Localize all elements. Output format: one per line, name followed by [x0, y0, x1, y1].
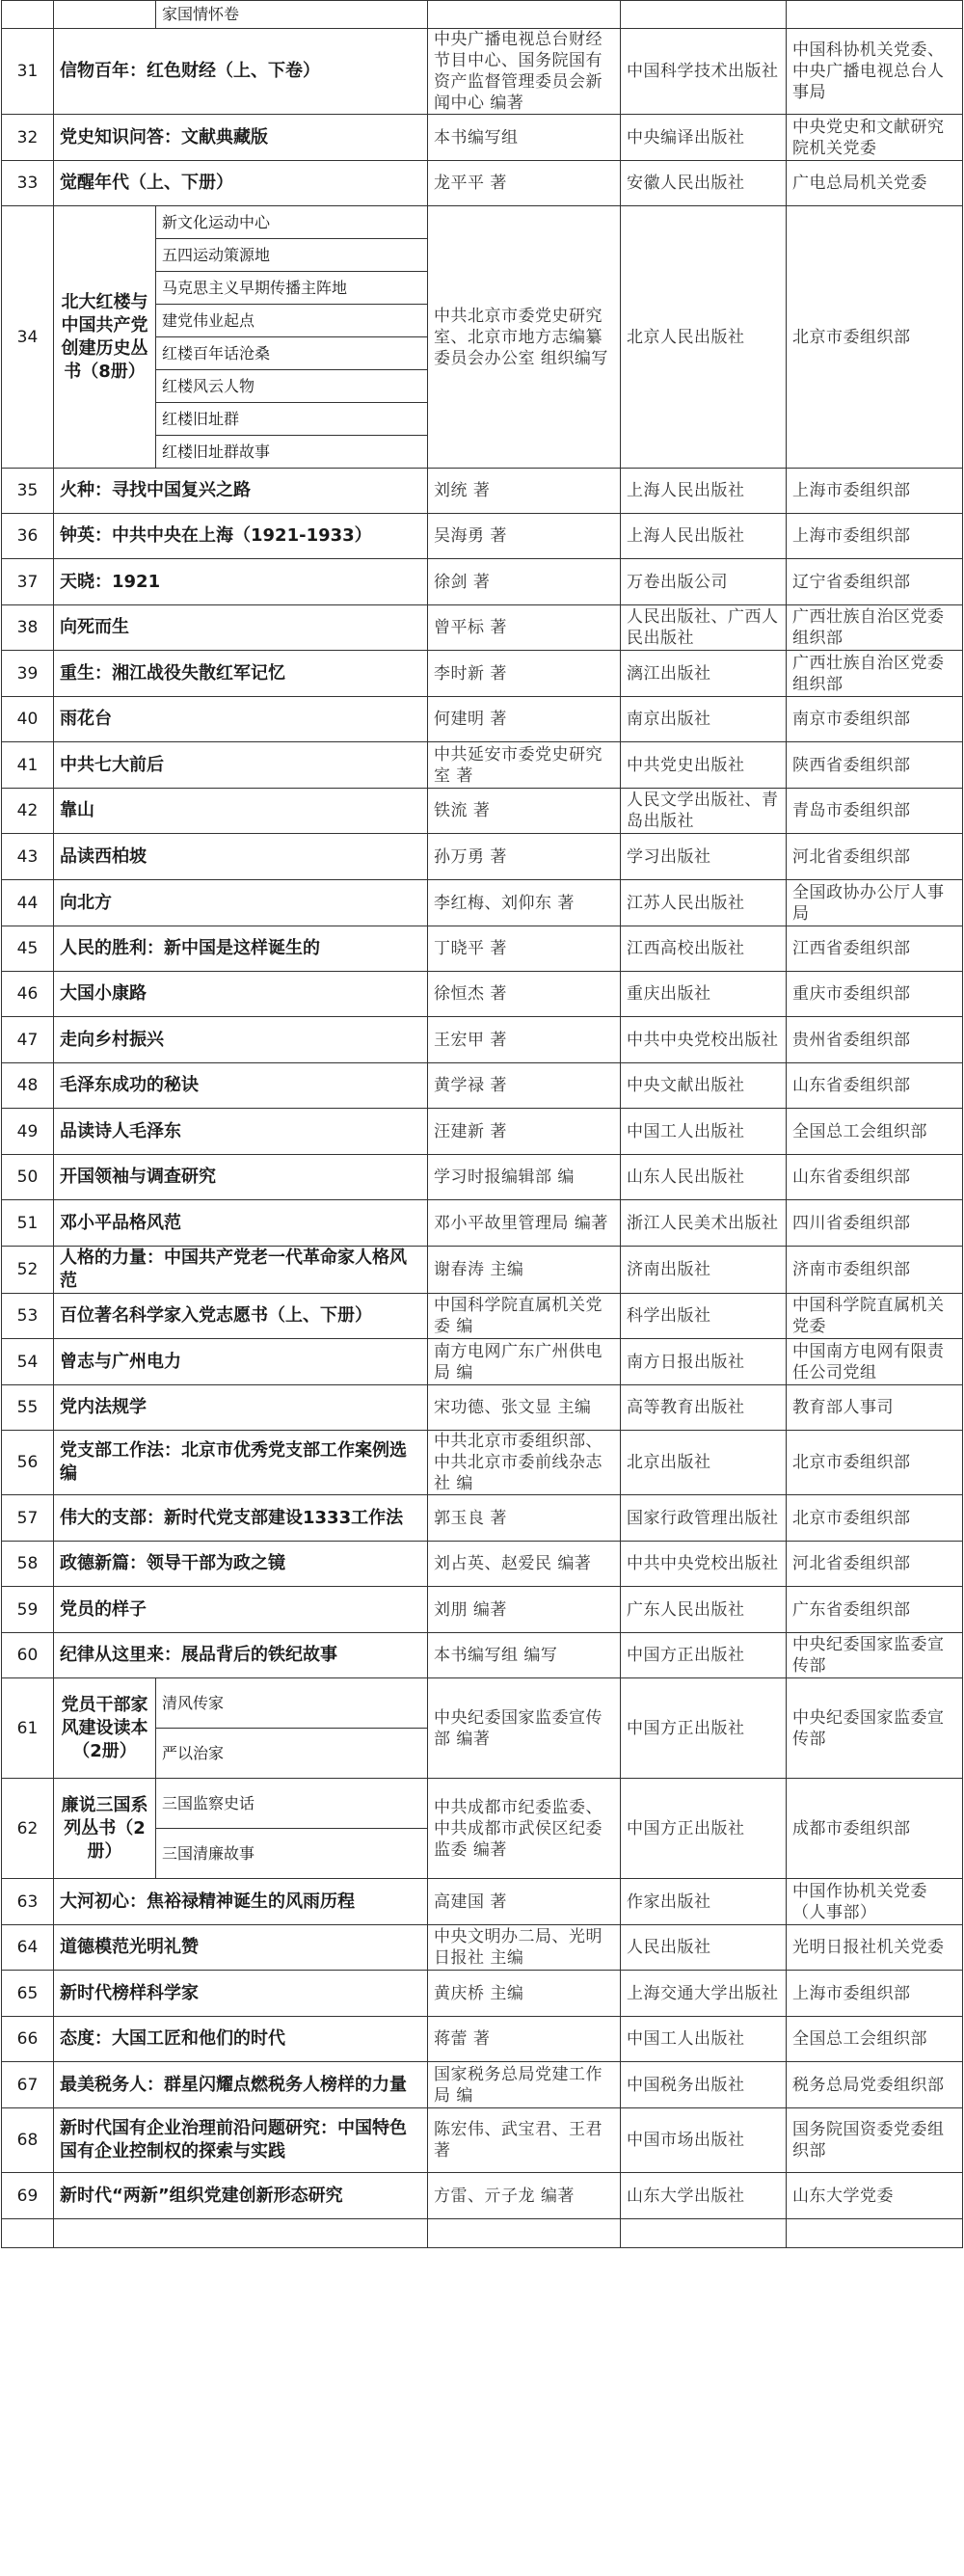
table-row — [2, 559, 963, 605]
publisher-cell: 上海交通大学出版社 — [621, 1971, 787, 2017]
book-title: 走向乡村振兴 — [54, 1017, 428, 1063]
book-title: 党支部工作法：北京市优秀党支部工作案例选编 — [54, 1431, 428, 1495]
table-row — [2, 2062, 963, 2108]
author-cell — [428, 2219, 621, 2248]
table-row — [2, 834, 963, 880]
recommender-cell: 贵州省委组织部 — [787, 1017, 963, 1063]
recommender-cell: 山东大学党委 — [787, 2173, 963, 2219]
row-number: 63 — [2, 1879, 54, 1925]
recommender-cell — [787, 1, 963, 29]
author-cell: 龙平平 著 — [428, 161, 621, 206]
publisher-cell: 高等教育出版社 — [621, 1385, 787, 1431]
table-row — [2, 1925, 963, 1971]
table-row — [2, 1779, 963, 1829]
author-cell: 学习时报编辑部 编 — [428, 1155, 621, 1200]
sub-volume-title: 马克思主义早期传播主阵地 — [156, 272, 428, 305]
book-title: 曾志与广州电力 — [54, 1339, 428, 1385]
author-cell: 徐剑 著 — [428, 559, 621, 605]
recommender-cell: 北京市委组织部 — [787, 206, 963, 469]
publisher-cell: 中国方正出版社 — [621, 1633, 787, 1678]
author-cell: 王宏甲 著 — [428, 1017, 621, 1063]
author-cell: 汪建新 著 — [428, 1109, 621, 1155]
publisher-cell: 济南出版社 — [621, 1247, 787, 1294]
publisher-cell: 上海人民出版社 — [621, 469, 787, 514]
sub-volume-title: 清风传家 — [156, 1678, 428, 1729]
publisher-cell: 中共中央党校出版社 — [621, 1542, 787, 1587]
row-number: 33 — [2, 161, 54, 206]
row-number: 32 — [2, 115, 54, 161]
publisher-cell: 中共中央党校出版社 — [621, 1017, 787, 1063]
author-cell: 徐恒杰 著 — [428, 972, 621, 1017]
recommender-cell: 江西省委组织部 — [787, 926, 963, 972]
table-row — [2, 926, 963, 972]
book-title: 钟英：中共中央在上海（1921-1933） — [54, 514, 428, 559]
row-number: 31 — [2, 29, 54, 115]
row-number: 59 — [2, 1587, 54, 1633]
author-cell: 本书编写组 编写 — [428, 1633, 621, 1678]
book-title: 最美税务人：群星闪耀点燃税务人榜样的力量 — [54, 2062, 428, 2108]
table-row — [2, 2017, 963, 2062]
book-title: 品读西柏坡 — [54, 834, 428, 880]
title-cell — [54, 1, 156, 29]
book-title: 毛泽东成功的秘诀 — [54, 1063, 428, 1109]
book-title: 大国小康路 — [54, 972, 428, 1017]
recommender-cell: 北京市委组织部 — [787, 1431, 963, 1495]
author-cell — [428, 1, 621, 29]
recommender-cell: 上海市委组织部 — [787, 514, 963, 559]
publisher-cell: 重庆出版社 — [621, 972, 787, 1017]
table-row — [2, 1339, 963, 1385]
book-title: 人民的胜利：新中国是这样诞生的 — [54, 926, 428, 972]
recommender-cell: 四川省委组织部 — [787, 1200, 963, 1247]
author-cell: 高建国 著 — [428, 1879, 621, 1925]
book-title: 向北方 — [54, 880, 428, 926]
author-cell: 刘占英、赵爱民 编著 — [428, 1542, 621, 1587]
row-number: 55 — [2, 1385, 54, 1431]
author-cell: 蒋蕾 著 — [428, 2017, 621, 2062]
publisher-cell: 山东大学出版社 — [621, 2173, 787, 2219]
author-cell: 方雷、亓子龙 编著 — [428, 2173, 621, 2219]
table-row — [2, 1385, 963, 1431]
row-number: 51 — [2, 1200, 54, 1247]
table-row — [2, 605, 963, 651]
row-number: 40 — [2, 697, 54, 742]
table-row — [2, 742, 963, 789]
row-number: 56 — [2, 1431, 54, 1495]
book-title: 党员干部家风建设读本（2册） — [54, 1678, 156, 1779]
row-number: 64 — [2, 1925, 54, 1971]
row-number: 60 — [2, 1633, 54, 1678]
recommender-cell: 中国作协机关党委（人事部） — [787, 1879, 963, 1925]
table-row — [2, 2108, 963, 2173]
row-number: 35 — [2, 469, 54, 514]
author-cell: 曾平标 著 — [428, 605, 621, 651]
book-title: 伟大的支部：新时代党支部建设1333工作法 — [54, 1495, 428, 1542]
publisher-cell: 作家出版社 — [621, 1879, 787, 1925]
recommender-cell — [787, 2219, 963, 2248]
publisher-cell — [621, 1, 787, 29]
publisher-cell: 中国工人出版社 — [621, 1109, 787, 1155]
book-title: 新时代榜样科学家 — [54, 1971, 428, 2017]
book-title: 廉说三国系列丛书（2册） — [54, 1779, 156, 1879]
publisher-cell — [621, 2219, 787, 2248]
table-row — [2, 789, 963, 834]
table-row — [2, 29, 963, 115]
row-number: 69 — [2, 2173, 54, 2219]
table-row — [2, 2173, 963, 2219]
recommender-cell: 辽宁省委组织部 — [787, 559, 963, 605]
recommender-cell: 广东省委组织部 — [787, 1587, 963, 1633]
book-title: 重生：湘江战役失散红军记忆 — [54, 651, 428, 697]
publisher-cell: 中国科学技术出版社 — [621, 29, 787, 115]
recommender-cell: 广西壮族自治区党委组织部 — [787, 651, 963, 697]
recommender-cell: 山东省委组织部 — [787, 1155, 963, 1200]
table-row — [2, 1587, 963, 1633]
row-number: 38 — [2, 605, 54, 651]
recommender-cell: 全国政协办公厅人事局 — [787, 880, 963, 926]
sub-volume-title: 红楼旧址群故事 — [156, 436, 428, 469]
book-title: 党内法规学 — [54, 1385, 428, 1431]
book-title: 邓小平品格风范 — [54, 1200, 428, 1247]
book-title: 雨花台 — [54, 697, 428, 742]
recommender-cell: 中国南方电网有限责任公司党组 — [787, 1339, 963, 1385]
publisher-cell: 中国税务出版社 — [621, 2062, 787, 2108]
book-title: 百位著名科学家入党志愿书（上、下册） — [54, 1294, 428, 1339]
row-number: 61 — [2, 1678, 54, 1779]
book-title: 北大红楼与中国共产党创建历史丛书（8册） — [54, 206, 156, 469]
author-cell: 中国科学院直属机关党委 编 — [428, 1294, 621, 1339]
table-row — [2, 1542, 963, 1587]
publisher-cell: 中国方正出版社 — [621, 1678, 787, 1779]
sub-volume-title: 三国清廉故事 — [156, 1829, 428, 1879]
book-title: 天晓：1921 — [54, 559, 428, 605]
row-number: 36 — [2, 514, 54, 559]
publisher-cell: 万卷出版公司 — [621, 559, 787, 605]
recommender-cell: 重庆市委组织部 — [787, 972, 963, 1017]
publisher-cell: 漓江出版社 — [621, 651, 787, 697]
publisher-cell: 江苏人民出版社 — [621, 880, 787, 926]
book-title: 信物百年：红色财经（上、下卷） — [54, 29, 428, 115]
table-row — [2, 1017, 963, 1063]
sub-volume-title: 家国情怀卷 — [156, 1, 428, 29]
author-cell: 南方电网广东广州供电局 编 — [428, 1339, 621, 1385]
row-number: 41 — [2, 742, 54, 789]
row-number: 53 — [2, 1294, 54, 1339]
table-row-cutoff — [2, 2219, 963, 2248]
recommender-cell: 济南市委组织部 — [787, 1247, 963, 1294]
recommender-cell: 中央纪委国家监委宣传部 — [787, 1678, 963, 1779]
recommender-cell: 山东省委组织部 — [787, 1063, 963, 1109]
book-title: 开国领袖与调查研究 — [54, 1155, 428, 1200]
sub-volume-title: 红楼风云人物 — [156, 370, 428, 403]
publisher-cell: 江西高校出版社 — [621, 926, 787, 972]
sub-volume-title: 红楼旧址群 — [156, 403, 428, 436]
recommender-cell: 光明日报社机关党委 — [787, 1925, 963, 1971]
publisher-cell: 人民文学出版社、青岛出版社 — [621, 789, 787, 834]
row-number: 68 — [2, 2108, 54, 2173]
publisher-cell: 安徽人民出版社 — [621, 161, 787, 206]
book-title: 靠山 — [54, 789, 428, 834]
recommender-cell: 税务总局党委组织部 — [787, 2062, 963, 2108]
publisher-cell: 国家行政管理出版社 — [621, 1495, 787, 1542]
author-cell: 中央文明办二局、光明日报社 主编 — [428, 1925, 621, 1971]
row-number: 58 — [2, 1542, 54, 1587]
row-number: 45 — [2, 926, 54, 972]
table-row — [2, 972, 963, 1017]
recommender-cell: 国务院国资委党委组织部 — [787, 2108, 963, 2173]
author-cell: 李红梅、刘仰东 著 — [428, 880, 621, 926]
row-number: 42 — [2, 789, 54, 834]
publisher-cell: 上海人民出版社 — [621, 514, 787, 559]
author-cell: 中共成都市纪委监委、中共成都市武侯区纪委监委 编著 — [428, 1779, 621, 1879]
sub-volume-title: 建党伟业起点 — [156, 305, 428, 337]
table-row — [2, 1247, 963, 1294]
table-row — [2, 1294, 963, 1339]
author-cell: 本书编写组 — [428, 115, 621, 161]
recommender-cell: 南京市委组织部 — [787, 697, 963, 742]
row-number: 49 — [2, 1109, 54, 1155]
sub-volume-title: 严以治家 — [156, 1729, 428, 1779]
publisher-cell: 学习出版社 — [621, 834, 787, 880]
publisher-cell: 中央编译出版社 — [621, 115, 787, 161]
recommender-cell: 教育部人事司 — [787, 1385, 963, 1431]
publisher-cell: 南方日报出版社 — [621, 1339, 787, 1385]
recommender-cell: 中央纪委国家监委宣传部 — [787, 1633, 963, 1678]
table-row — [2, 1678, 963, 1729]
book-title: 觉醒年代（上、下册） — [54, 161, 428, 206]
book-title: 态度：大国工匠和他们的时代 — [54, 2017, 428, 2062]
author-cell: 何建明 著 — [428, 697, 621, 742]
row-number: 37 — [2, 559, 54, 605]
row-number-cell — [2, 2219, 54, 2248]
recommender-cell: 北京市委组织部 — [787, 1495, 963, 1542]
table-row — [2, 115, 963, 161]
author-cell: 中共北京市委组织部、中共北京市委前线杂志社 编 — [428, 1431, 621, 1495]
sub-volume-title: 三国监察史话 — [156, 1779, 428, 1829]
publisher-cell: 中国工人出版社 — [621, 2017, 787, 2062]
author-cell: 黄庆桥 主编 — [428, 1971, 621, 2017]
author-cell: 丁晓平 著 — [428, 926, 621, 972]
author-cell: 国家税务总局党建工作局 编 — [428, 2062, 621, 2108]
author-cell: 中共北京市委党史研究室、北京市地方志编纂委员会办公室 组织编写 — [428, 206, 621, 469]
book-title: 纪律从这里来：展品背后的铁纪故事 — [54, 1633, 428, 1678]
row-number: 34 — [2, 206, 54, 469]
row-number: 65 — [2, 1971, 54, 2017]
publisher-cell: 中国市场出版社 — [621, 2108, 787, 2173]
publisher-cell: 浙江人民美术出版社 — [621, 1200, 787, 1247]
table-row — [2, 161, 963, 206]
row-number: 48 — [2, 1063, 54, 1109]
publisher-cell: 人民出版社、广西人民出版社 — [621, 605, 787, 651]
author-cell: 李时新 著 — [428, 651, 621, 697]
recommender-cell: 成都市委组织部 — [787, 1779, 963, 1879]
author-cell: 孙万勇 著 — [428, 834, 621, 880]
book-title: 党史知识问答：文献典藏版 — [54, 115, 428, 161]
row-number: 47 — [2, 1017, 54, 1063]
table-row — [2, 1200, 963, 1247]
sub-volume-title: 新文化运动中心 — [156, 206, 428, 239]
row-number: 57 — [2, 1495, 54, 1542]
publisher-cell: 科学出版社 — [621, 1294, 787, 1339]
row-number: 62 — [2, 1779, 54, 1879]
author-cell: 铁流 著 — [428, 789, 621, 834]
publisher-cell: 人民出版社 — [621, 1925, 787, 1971]
book-title: 大河初心：焦裕禄精神诞生的风雨历程 — [54, 1879, 428, 1925]
author-cell: 中央纪委国家监委宣传部 编著 — [428, 1678, 621, 1779]
row-number: 39 — [2, 651, 54, 697]
publisher-cell: 中共党史出版社 — [621, 742, 787, 789]
table-row — [2, 1879, 963, 1925]
table-row — [2, 880, 963, 926]
publisher-cell: 南京出版社 — [621, 697, 787, 742]
book-title: 人格的力量：中国共产党老一代革命家人格风范 — [54, 1247, 428, 1294]
recommender-cell: 广电总局机关党委 — [787, 161, 963, 206]
publisher-cell: 山东人民出版社 — [621, 1155, 787, 1200]
book-title: 中共七大前后 — [54, 742, 428, 789]
book-title: 向死而生 — [54, 605, 428, 651]
publisher-cell: 北京人民出版社 — [621, 206, 787, 469]
book-title: 党员的样子 — [54, 1587, 428, 1633]
book-title: 火种：寻找中国复兴之路 — [54, 469, 428, 514]
publisher-cell: 北京出版社 — [621, 1431, 787, 1495]
recommender-cell: 全国总工会组织部 — [787, 2017, 963, 2062]
publisher-cell: 中国方正出版社 — [621, 1779, 787, 1879]
author-cell: 邓小平故里管理局 编著 — [428, 1200, 621, 1247]
author-cell: 郭玉良 著 — [428, 1495, 621, 1542]
author-cell: 吴海勇 著 — [428, 514, 621, 559]
publisher-cell: 中央文献出版社 — [621, 1063, 787, 1109]
table-row — [2, 1495, 963, 1542]
table-row — [2, 697, 963, 742]
table-row — [2, 651, 963, 697]
author-cell: 陈宏伟、武宝君、王君 著 — [428, 2108, 621, 2173]
row-number: 43 — [2, 834, 54, 880]
recommender-cell: 中国科学院直属机关党委 — [787, 1294, 963, 1339]
publisher-cell: 广东人民出版社 — [621, 1587, 787, 1633]
author-cell: 中央广播电视总台财经节目中心、国务院国有资产监督管理委员会新闻中心 编著 — [428, 29, 621, 115]
book-title: 政德新篇：领导干部为政之镜 — [54, 1542, 428, 1587]
row-number: 66 — [2, 2017, 54, 2062]
row-number: 54 — [2, 1339, 54, 1385]
author-cell: 宋功德、张文显 主编 — [428, 1385, 621, 1431]
recommender-cell: 青岛市委组织部 — [787, 789, 963, 834]
sub-volume-title: 五四运动策源地 — [156, 239, 428, 272]
table-row — [2, 1633, 963, 1678]
book-title: 新时代“两新”组织党建创新形态研究 — [54, 2173, 428, 2219]
table-row — [2, 206, 963, 239]
table-row — [2, 1971, 963, 2017]
recommender-cell: 广西壮族自治区党委组织部 — [787, 605, 963, 651]
recommender-cell: 中国科协机关党委、中央广播电视总台人事局 — [787, 29, 963, 115]
row-number: 44 — [2, 880, 54, 926]
recommender-cell: 上海市委组织部 — [787, 1971, 963, 2017]
recommender-cell: 上海市委组织部 — [787, 469, 963, 514]
title-cell — [54, 2219, 428, 2248]
table-row-fragment — [2, 1, 963, 29]
book-title: 道德模范光明礼赞 — [54, 1925, 428, 1971]
recommender-cell: 全国总工会组织部 — [787, 1109, 963, 1155]
book-title: 品读诗人毛泽东 — [54, 1109, 428, 1155]
recommender-cell: 陕西省委组织部 — [787, 742, 963, 789]
row-number: 52 — [2, 1247, 54, 1294]
table-row — [2, 514, 963, 559]
recommender-cell: 河北省委组织部 — [787, 834, 963, 880]
author-cell: 中共延安市委党史研究室 著 — [428, 742, 621, 789]
author-cell: 刘朋 编著 — [428, 1587, 621, 1633]
recommender-cell: 河北省委组织部 — [787, 1542, 963, 1587]
table-row — [2, 1155, 963, 1200]
book-list-table — [1, 0, 963, 2248]
author-cell: 谢春涛 主编 — [428, 1247, 621, 1294]
table-row — [2, 469, 963, 514]
table-row — [2, 1431, 963, 1495]
row-number: 46 — [2, 972, 54, 1017]
table-row — [2, 1109, 963, 1155]
row-number: 50 — [2, 1155, 54, 1200]
recommender-cell: 中央党史和文献研究院机关党委 — [787, 115, 963, 161]
author-cell: 黄学禄 著 — [428, 1063, 621, 1109]
book-title: 新时代国有企业治理前沿问题研究：中国特色国有企业控制权的探索与实践 — [54, 2108, 428, 2173]
row-number: 67 — [2, 2062, 54, 2108]
row-number-cell — [2, 1, 54, 29]
sub-volume-title: 红楼百年话沧桑 — [156, 337, 428, 370]
table-row — [2, 1063, 963, 1109]
author-cell: 刘统 著 — [428, 469, 621, 514]
